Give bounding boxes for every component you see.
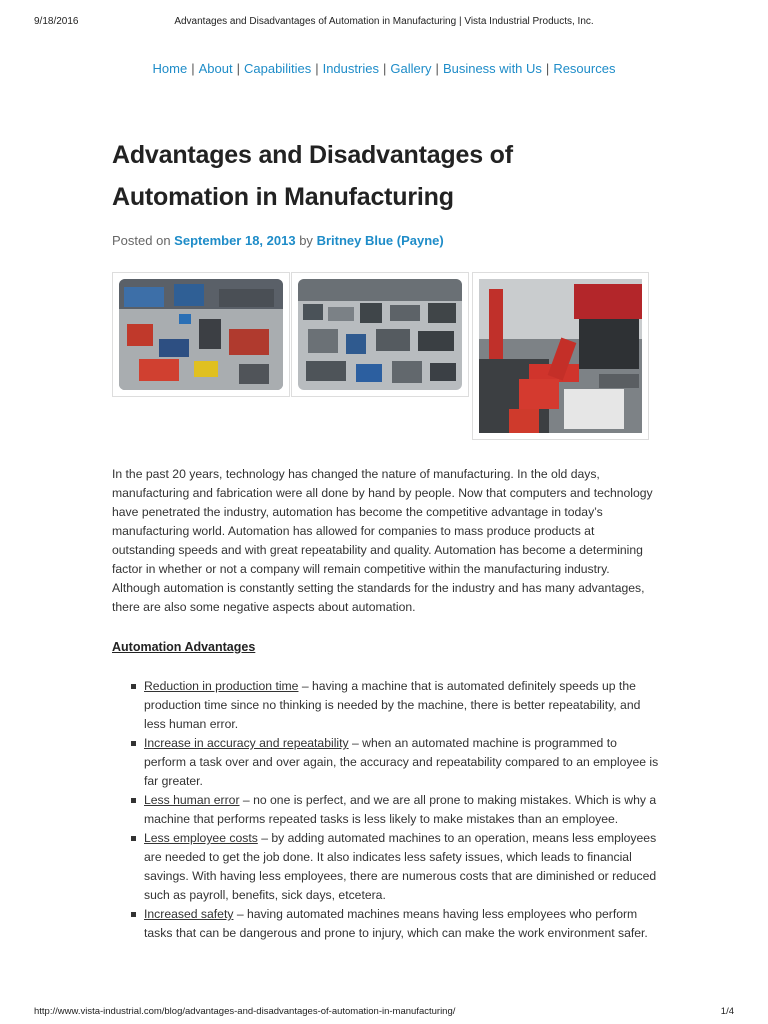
workshop-overview-photo	[298, 279, 462, 390]
advantage-text: – having automated machines means having less employees who perform tasks that can be dangerous and prone to injury, which can make the work environment safer.	[144, 907, 648, 940]
gallery-thumb-3[interactable]	[472, 272, 649, 440]
nav-capabilities-link[interactable]: Capabilities	[244, 61, 312, 76]
page-number: 1/4	[720, 1006, 734, 1017]
nav-separator: |	[191, 61, 195, 76]
nav-gallery-link[interactable]: Gallery	[390, 61, 432, 76]
main-navigation	[0, 61, 768, 76]
advantage-text: – when an automated machine is programmed to perform a task over and over again, the accuracy and repeatability compared to an employee is far greater.	[144, 736, 659, 788]
print-url: http://www.vista-industrial.com/blog/advantages-and-disadvantages-of-automation-in-manufacturing/	[34, 1006, 456, 1017]
advantage-term: Less employee costs	[144, 831, 258, 845]
list-item	[112, 791, 660, 829]
article-title	[112, 134, 657, 218]
advantage-text: – no one is perfect, and we are all prone to making mistakes. Which is why a machine that performs repeated tasks is less likely to make mistakes than an employee.	[144, 793, 657, 826]
posted-on-label: Posted on	[112, 233, 171, 248]
nav-about-link[interactable]: About	[198, 61, 233, 76]
article-title-line2: Automation in Manufacturing	[112, 183, 454, 211]
article-title-line1: Advantages and Disadvantages of	[112, 141, 513, 169]
bullet-icon	[131, 741, 136, 746]
bullet-icon	[131, 836, 136, 841]
advantage-term: Increase in accuracy and repeatability	[144, 736, 349, 750]
gallery-thumb-1[interactable]	[112, 272, 290, 397]
nav-separator: |	[545, 61, 550, 76]
advantage-text: – having a machine that is automated definitely speeds up the production time since no thinking is needed by the machine, there is better repeatability, and less human error.	[144, 679, 641, 731]
nav-separator: |	[315, 61, 319, 76]
bullet-icon	[131, 684, 136, 689]
nav-separator: |	[236, 61, 240, 76]
factory-floor-photo	[119, 279, 283, 390]
nav-separator: |	[435, 61, 439, 76]
robotic-arm-photo	[479, 279, 642, 433]
bullet-icon	[131, 798, 136, 803]
post-meta	[112, 233, 657, 248]
nav-industries-link[interactable]: Industries	[322, 61, 379, 76]
advantage-term: Less human error	[144, 793, 240, 807]
bullet-icon	[131, 912, 136, 917]
list-item	[112, 905, 660, 943]
nav-home-link[interactable]: Home	[152, 61, 188, 76]
print-date: 9/18/2016	[34, 16, 79, 27]
list-item	[112, 734, 660, 791]
advantages-heading: Automation Advantages	[112, 640, 256, 654]
list-item	[112, 677, 660, 734]
advantage-text: – by adding automated machines to an operation, means less employees are needed to get the job done. It also indicates less safety issues, which leads to financial savings. With having less employees, there are numerous costs that are diminished or reduced such as payroll, benefits, sick days, etcetera.	[144, 831, 657, 902]
gallery-thumb-2[interactable]	[291, 272, 469, 397]
list-item	[112, 829, 660, 905]
post-date-link[interactable]: September 18, 2013	[174, 233, 296, 248]
by-label: by	[299, 233, 313, 248]
image-gallery	[112, 272, 652, 444]
nav-separator: |	[382, 61, 387, 76]
advantage-term: Reduction in production time	[144, 679, 299, 693]
intro-paragraph: In the past 20 years, technology has changed the nature of manufacturing. In the old days, manufacturing and fabrication were all done by hand by people. Now that computers and technology have penetrated the industry, automation has become the competitive advantage in today’s manufacturing world. Automation has allowed for companies to mass produce products at outstanding speeds and with great repeatability and quality. Automation has become a determining factor in whether or not a company will remain competitive within the manufacturing industry. Although automation is constantly setting the standards for the industry and has many advantages, there are also some negative aspects about automation.	[112, 467, 653, 614]
print-page-title: Advantages and Disadvantages of Automation in Manufacturing | Vista Industrial Products, Inc.	[174, 16, 594, 27]
advantages-list	[112, 677, 660, 943]
nav-business-link[interactable]: Business with Us	[442, 61, 542, 76]
advantage-term: Increased safety	[144, 907, 234, 921]
author-link[interactable]: Britney Blue (Payne)	[316, 233, 444, 248]
article-header	[112, 134, 657, 248]
nav-resources-link[interactable]: Resources	[553, 61, 616, 76]
